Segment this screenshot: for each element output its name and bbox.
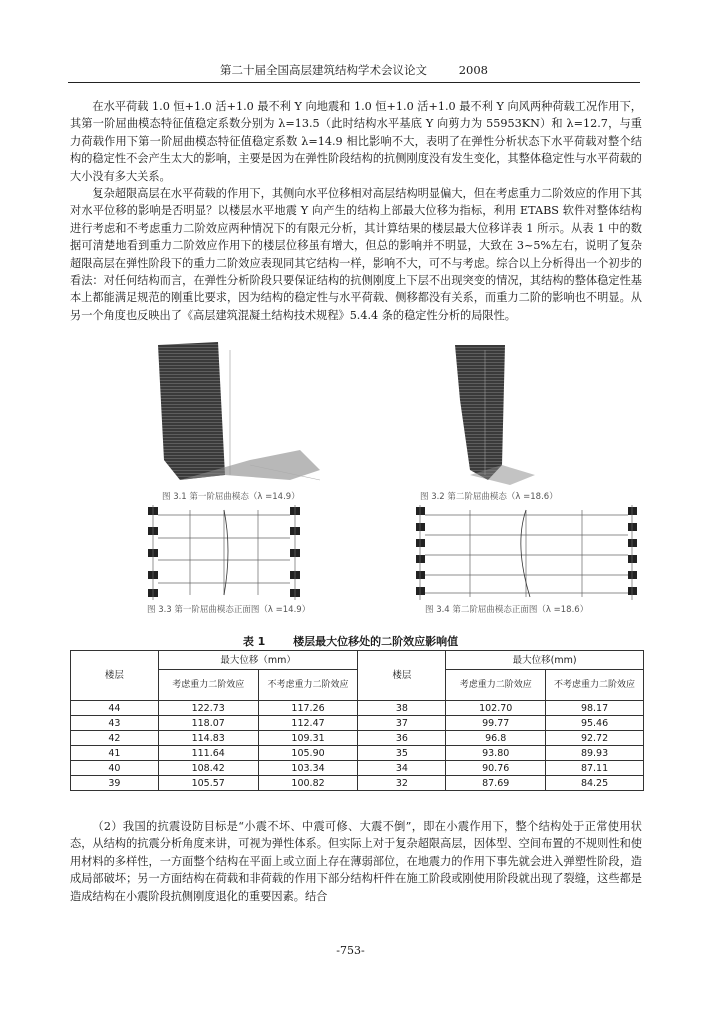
table-cell: 84.25 [546,776,644,791]
table-cell: 96.8 [446,731,546,746]
table-cell: 42 [71,731,159,746]
table-cell: 41 [71,746,159,761]
table-cell: 39 [71,776,159,791]
table-cell: 92.72 [546,731,644,746]
table-cell: 93.80 [446,746,546,761]
table-caption: 楼层最大位移处的二阶效应影响值 [293,635,459,648]
table-row [71,746,644,761]
figure-3-3-front-view-mode-1 [140,505,310,600]
paragraph: 在水平荷载 1.0 恒+1.0 活+1.0 最不利 Y 向地震和 1.0 恒+1.0 活+1.0 最不利 Y 向风两种荷载工况作用下，其第一阶屈曲模态特征值稳定系数分别为 λ=13.5（此时结构水平基底 Y 向剪力为 55953KN）和 λ=12.7，与重力荷载作用下第一阶屈曲模态特征值稳定系数 λ=14.9 相比影响不大，表明了在弹性分析状态下水平荷载对整个结构的稳定性不会产生太大的影响，主要是因为在弹性阶段结构的抗侧刚度没有发生变化，其整体稳定性与水平荷载的大小没有多大关系。 [70,100,642,183]
body-text-top [70,98,642,324]
table-cell: 95.46 [546,716,644,731]
header-without-p-delta-2: 不考虑重力二阶效应 [546,670,644,701]
table-cell: 37 [358,716,446,731]
table-cell: 36 [358,731,446,746]
table-cell: 35 [358,746,446,761]
table-cell: 34 [358,761,446,776]
table-cell: 43 [71,716,159,731]
table-row [71,731,644,746]
figure-3-3-caption: 图 3.3 第一阶屈曲模态正面图（λ =14.9） [147,605,311,615]
table-cell: 102.70 [446,701,546,716]
table-cell: 100.82 [258,776,358,791]
table-cell: 90.76 [446,761,546,776]
figure-3-4-front-view-mode-2 [410,505,645,600]
table-cell: 109.31 [258,731,358,746]
table-cell: 103.34 [258,761,358,776]
table-row [71,761,644,776]
header-without-p-delta: 不考虑重力二阶效应 [258,670,358,701]
table-row [71,776,644,791]
table-cell: 98.17 [546,701,644,716]
conference-title: 第二十届全国高层建筑结构学术会议论文 [220,63,428,77]
figure-3-1-caption: 图 3.1 第一阶屈曲模态（λ =14.9） [162,492,300,502]
body-text-bottom [70,818,642,905]
table-cell: 105.90 [258,746,358,761]
table-cell: 122.73 [158,701,258,716]
header-floor: 楼层 [71,651,159,701]
table-row [71,716,644,731]
table-cell: 118.07 [158,716,258,731]
figure-3-1-buckling-mode-1 [150,340,350,490]
paragraph: （2）我国的抗震设防目标是“小震不坏、中震可修、大震不倒”，即在小震作用下，整个结构处于正常使用状态，从结构的抗震分析角度来讲，可视为弹性体系。但实际上对于复杂超限高层，因体型、空间布置的不规则性和使用材料的多样性，一方面整个结构在平面上或立面上存在薄弱部位，在地震力的作用下事先就会进入弹塑性阶段，造成局部破坏；另一方面结构在荷载和非荷载的作用下部分结构杆件在施工阶段或刚使用阶段就出现了裂缝，这些都是造成结构在小震阶段抗侧刚度退化的重要因素。结合 [70,820,642,903]
header-with-p-delta: 考虑重力二阶效应 [158,670,258,701]
page-header [68,62,640,83]
table-title [0,633,701,649]
table-cell: 44 [71,701,159,716]
paragraph: 复杂超限高层在水平荷载的作用下，其侧向水平位移相对高层结构明显偏大，但在考虑重力二阶效应的作用下其对水平位移的影响是否明显？以楼层水平地震 Y 向产生的结构上部最大位移为指标，利用 ETABS 软件对整体结构进行考虑和不考虑重力二阶效应两种情况下的有限元分析，其计算结果的楼层最大位移详表 1 所示。从表 1 中的数据可清楚地看到重力二阶效应作用下的楼层位移虽有增大，但总的影响并不明显，大致在 3~5%左右，说明了复杂超限高层在弹性阶段下的重力二阶效应表现同其它结构一样，影响不大，可不与考虑。综合以上分析得出一个初步的看法：对任何结构而言，在弹性分析阶段只要保证结构的抗侧刚度上下层不出现突变的情况，其结构的整体稳定性基本上都能满足规范的刚重比要求，因为结构的稳定性与水平荷载、侧移都没有关系，而重力二阶的影响也不明显。从另一个角度也反映出了《高层建筑混凝土结构技术规程》5.4.4 条的稳定性分析的局限性。 [70,187,642,322]
table-cell: 87.69 [446,776,546,791]
table-cell: 105.57 [158,776,258,791]
header-year: 2008 [458,63,488,77]
table-cell: 40 [71,761,159,776]
table-label: 表 1 [242,635,266,648]
header-max-displacement: 最大位移（mm） [158,651,358,670]
table-cell: 99.77 [446,716,546,731]
table-cell: 38 [358,701,446,716]
header-floor-2: 楼层 [358,651,446,701]
table-cell: 114.83 [158,731,258,746]
header-max-displacement-2: 最大位移(mm) [446,651,644,670]
table-cell: 89.93 [546,746,644,761]
displacement-table [70,650,644,791]
header-with-p-delta-2: 考虑重力二阶效应 [446,670,546,701]
figure-3-4-caption: 图 3.4 第二阶屈曲模态正面图（λ =18.6） [425,605,589,615]
page-number: -753- [336,944,365,957]
figure-3-2-buckling-mode-2 [440,340,560,490]
table-cell: 117.26 [258,701,358,716]
table-row [71,701,644,716]
table-cell: 87.11 [546,761,644,776]
table-cell: 108.42 [158,761,258,776]
table-cell: 111.64 [158,746,258,761]
table-cell: 32 [358,776,446,791]
table-cell: 112.47 [258,716,358,731]
figure-3-2-caption: 图 3.2 第二阶屈曲模态（λ =18.6） [420,492,558,502]
